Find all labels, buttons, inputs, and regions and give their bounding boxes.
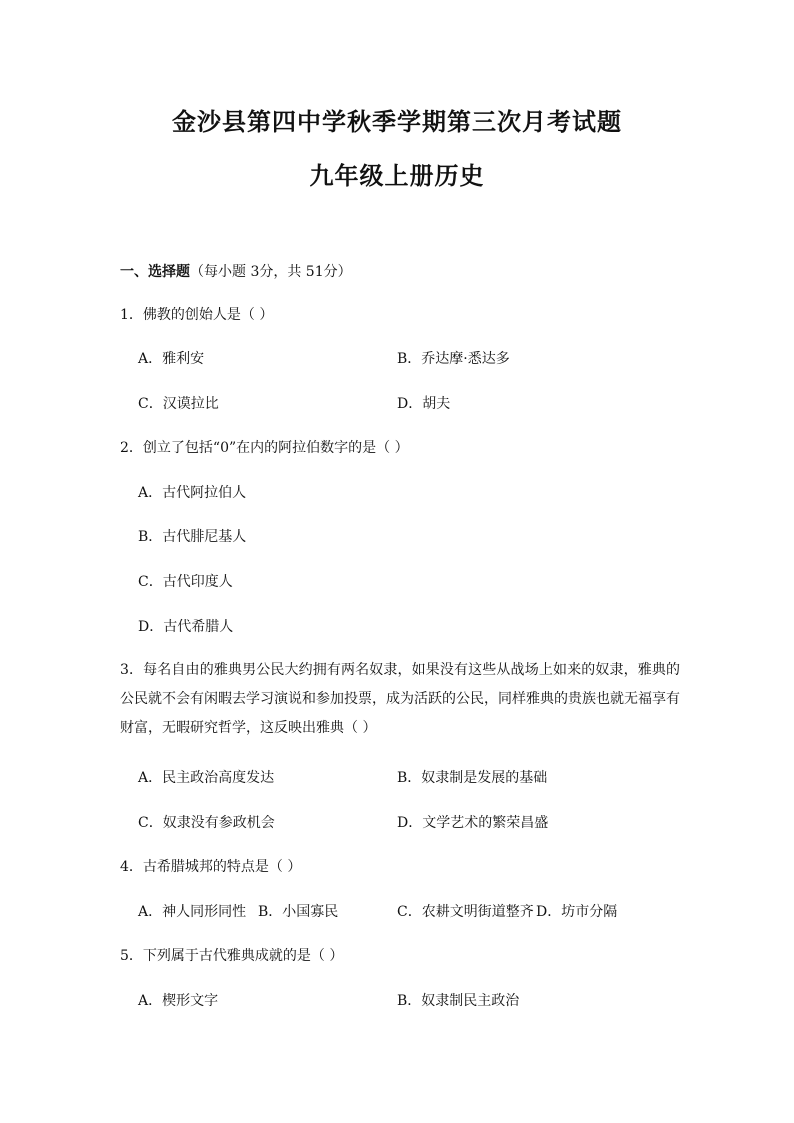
section-heading-label: 一、选择题 xyxy=(120,264,190,280)
question-3-stem: 3．每名自由的雅典男公民大约拥有两名奴隶，如果没有这些从战场上如来的奴隶，雅典的公民就不会有闲暇去学习演说和参加投票，成为活跃的公民，同样雅典的贵族也就无福享有财富，无暇研究哲学，这反映出雅典（ ） xyxy=(120,662,680,736)
question-4-option-a: A．神人同形同性 xyxy=(138,904,247,920)
section-heading xyxy=(120,262,352,282)
question-2-option-c: C．古代印度人 xyxy=(138,574,233,590)
question-4-option-b: B．小国寡民 xyxy=(258,904,339,920)
question-5-option-a: A．楔形文字 xyxy=(138,993,219,1009)
section-heading-note: （每小题 3分，共 51分） xyxy=(190,264,352,280)
question-3-option-b: B．奴隶制是发展的基础 xyxy=(397,770,548,786)
question-2-option-b: B．古代腓尼基人 xyxy=(138,529,247,545)
question-4-option-c: C．农耕文明街道整齐 xyxy=(397,904,534,920)
question-4-option-d: D．坊市分隔 xyxy=(536,904,618,920)
question-1-option-d: D．胡夫 xyxy=(397,396,451,412)
question-1-stem: 1．佛教的创始人是（ ） xyxy=(120,307,274,323)
question-5-option-b: B．奴隶制民主政治 xyxy=(397,993,520,1009)
exam-title: 金沙县第四中学秋季学期第三次月考试题 xyxy=(172,107,622,136)
question-4-stem: 4．古希腊城邦的特点是（ ） xyxy=(120,859,302,875)
question-3-option-a: A．民主政治高度发达 xyxy=(138,770,275,786)
question-5-stem: 5．下列属于古代雅典成就的是（ ） xyxy=(120,948,344,964)
question-2-option-a: A．古代阿拉伯人 xyxy=(138,485,247,501)
question-1-option-c: C．汉谟拉比 xyxy=(138,396,219,412)
question-3-option-d: D．文学艺术的繁荣昌盛 xyxy=(397,815,549,831)
question-3-option-c: C．奴隶没有参政机会 xyxy=(138,815,275,831)
question-1-option-b: B．乔达摩·悉达多 xyxy=(397,351,510,367)
question-2-option-d: D．古代希腊人 xyxy=(138,619,234,635)
question-1-option-a: A．雅利安 xyxy=(138,351,205,367)
exam-subtitle: 九年级上册历史 xyxy=(309,161,485,190)
question-2-stem: 2．创立了包括“0”在内的阿拉伯数字的是（ ） xyxy=(120,440,409,456)
